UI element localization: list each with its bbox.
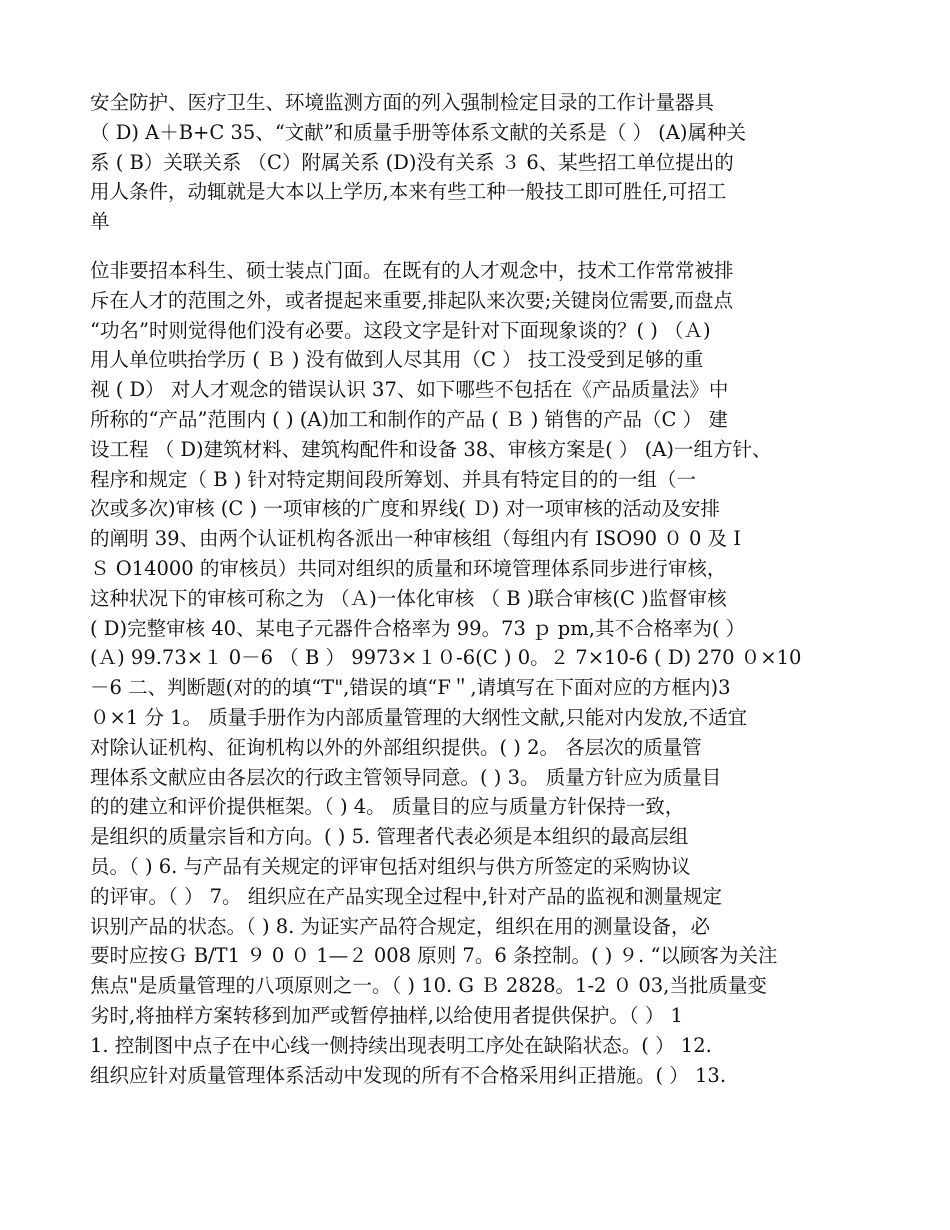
text-line: “功名”时则觉得他们没有必要。这段文字是针对下面现象谈的？( ) （Ａ) [90,318,711,342]
text-line: ０×1 分 1。 质量手册作为内部质量管理的大纲性文献,只能对内发放,不适宜 [90,705,748,729]
text-line: 对除认证机构、征询机构以外的外部组织提供。( ) 2。 各层次的质量管 [90,735,702,759]
text-line: 程序和规定（ B ) 针对特定期间段所筹划、并具有特定目的的一组（一 [90,467,697,491]
text-line: ( D)完整审核 40、某电子元器件合格率为 99。73 ｐ pm,其不合格率为( ） [90,616,746,640]
text-line: 视 ( D） 对人才观念的错误认识 37、如下哪些不包括在《产品质量法》中 [90,378,729,402]
text-line: 设工程 （ D)建筑材料、建筑构配件和设备 38、审核方案是( ） (A)一组方针、 [90,437,772,461]
text-line: 理体系文献应由各层次的行政主管领导同意。( ) 3。 质量方针应为质量目 [90,765,722,789]
text-line: （ D) A＋B+C 35、“文献”和质量手册等体系文献的关系是（ ） (A)属种关 [90,120,746,144]
text-line: －6 二、判断题(对的的填“T",错误的填“F＂,请填写在下面对应的方框内)3 [90,676,731,700]
text-line: 组织应针对质量管理体系活动中发现的所有不合格采用纠正措施。( ） 13. [90,1063,727,1087]
text-line: 位非要招本科生、硕士装点门面。在既有的人才观念中，技术工作常常被排 [90,259,734,282]
text-line: 要时应按Ｇ B/T1 ９ 0 ０ 1—２ 008 原则 7。6 条控制。( ) ９. “以顾客为关注 [90,944,778,968]
text-line: 的的建立和评价提供框架。（ ) 4。 质量目的应与质量方针保持一致， [90,795,685,819]
text-line: 安全防护、医疗卫生、环境监测方面的列入强制检定目录的工作计量器具 [90,91,715,114]
text-line: 的评审。（ ） 7。 组织应在产品实现全过程中,针对产品的监视和测量规定 [90,884,722,908]
text-line: 劣时,将抽样方案转移到加严或暂停抽样,以给使用者提供保护。（ ） 1 [90,1003,683,1027]
text-line: 是组织的质量宗旨和方向。( ) 5. 管理者代表必须是本组织的最高层组 [90,825,689,849]
paragraph-2 [90,256,880,1090]
text-line: 单 [90,210,110,234]
text-line: 这种状况下的审核可称之为 （Ａ)一体化审核 （ B )联合审核(C )监督审核 [90,586,727,610]
text-line: 员。（ ) 6. 与产品有关规定的评审包括对组织与供方所签定的采购协议 [90,854,691,878]
text-line: 系 ( B）关联关系 （C）附属关系 (D)没有关系 ３ 6、某些招工单位提出的 [90,150,734,174]
text-line: Ｓ O14000 的审核员）共同对组织的质量和环境管理体系同步进行审核， [90,556,727,580]
text-line: 用人单位哄抬学历 ( Ｂ ) 没有做到人尽其用（C ） 技工没受到足够的重 [90,348,704,372]
paragraph-1 [90,88,880,237]
text-line: 1. 控制图中点子在中心线一侧持续出现表明工序处在缺陷状态。( ） 12. [90,1033,712,1057]
text-line: 识别产品的状态。（ ) 8. 为证实产品符合规定，组织在用的测量设备，必 [90,914,711,938]
text-line: 焦点"是质量管理的八项原则之一。（ ) 10. G Ｂ 2828。1-2 ０ 03,当批质量变 [90,974,767,998]
text-line: (Ａ) 99.73×１ 0－6 （ B ） 9973×１０-6(C ) 0。２ 7×10-6 ( D) 270 ０×10 [90,646,802,670]
text-line: 所称的“产品”范围内 ( ) (A)加工和制作的产品 ( Ｂ ) 销售的产品（C ） 建 [90,407,728,431]
text-line: 斥在人才的范围之外，或者提起来重要,排起队来次要;关键岗位需要,而盘点 [90,288,733,312]
text-line: 用人条件，动辄就是大本以上学历,本来有些工种一般技工即可胜任,可招工 [90,180,727,204]
text-line: 的阐明 39、由两个认证机构各派出一种审核组（每组内有 ISO90 ０ 0 及 I [90,527,741,551]
text-line: 次或多次)审核 (C ) 一项审核的广度和界线( Ｄ) 对一项审核的活动及安排 [90,497,720,521]
